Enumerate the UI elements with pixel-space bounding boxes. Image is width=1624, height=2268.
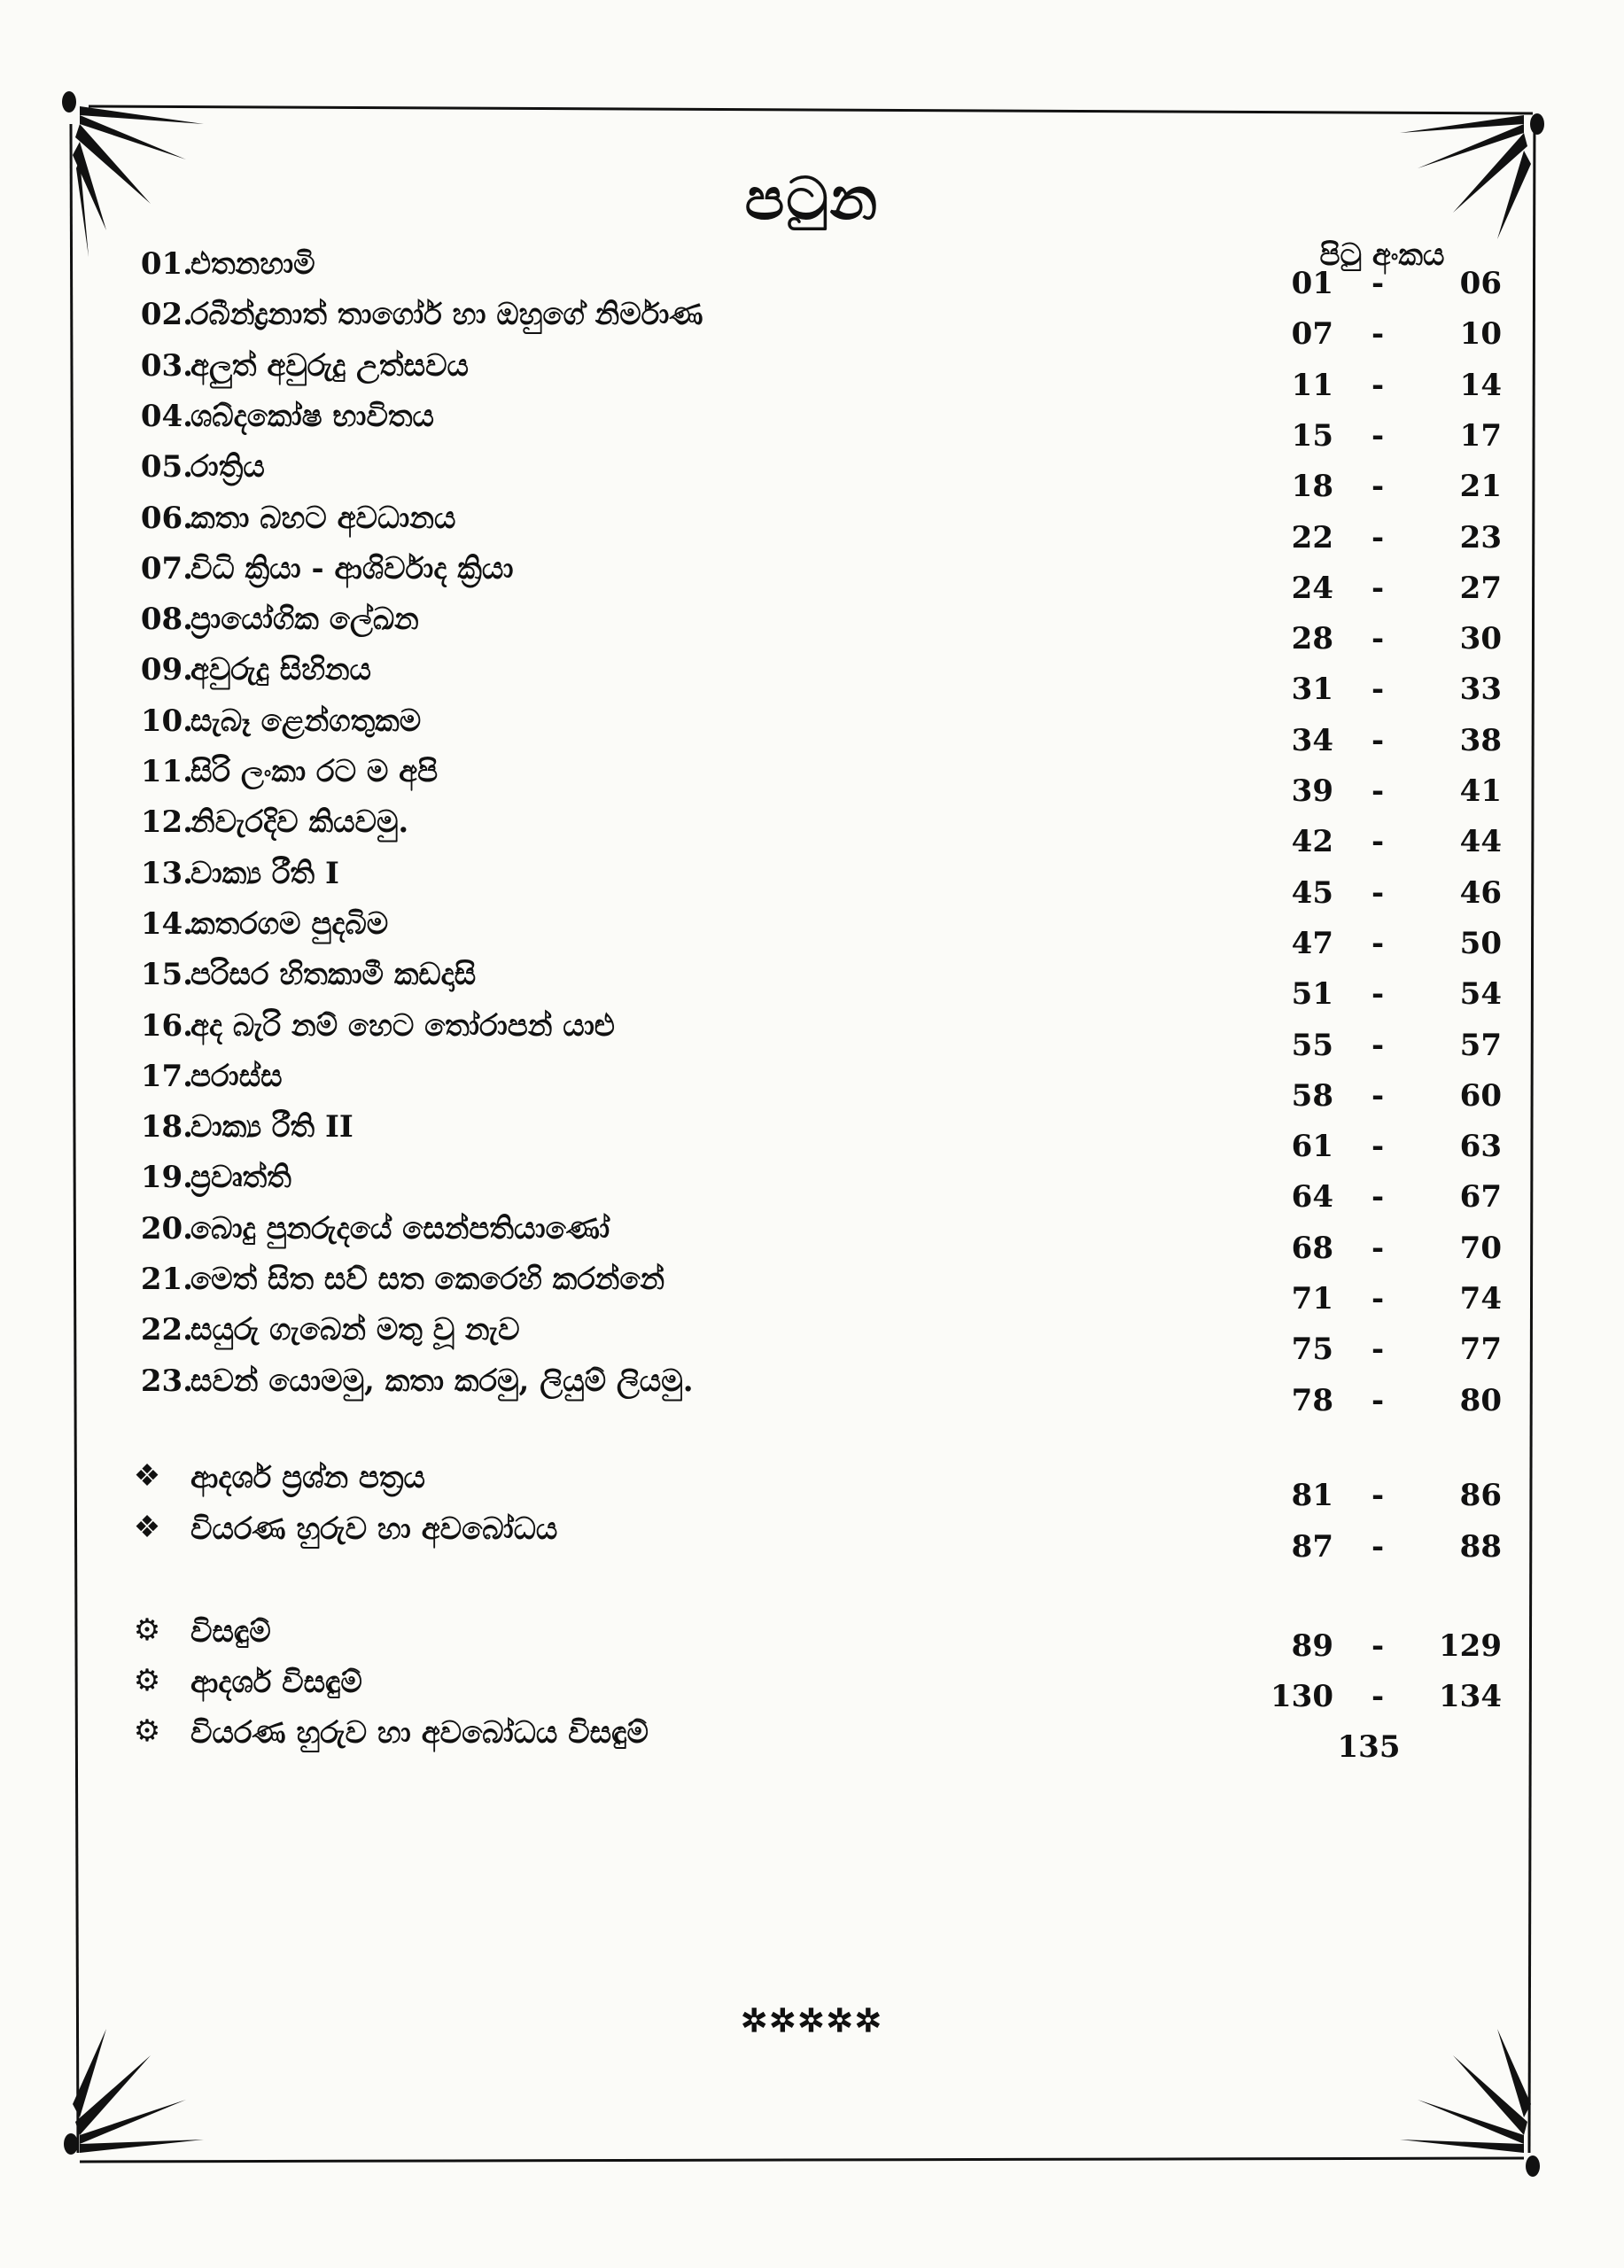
lesson-title: සැබෑ ළෙන්ගතුකම (190, 703, 422, 739)
lesson-title: පරිසර හිතකාමී කඩදාසි (190, 957, 477, 993)
lesson-title: ප්‍රවෘත්ති (190, 1160, 291, 1196)
lesson-number: 14. (140, 905, 193, 942)
lesson-title: එතනහාමි (190, 246, 315, 282)
page-separator: - (1371, 1332, 1385, 1368)
page-to: 23 (1459, 519, 1502, 555)
page-range (1236, 1383, 1511, 1427)
page-from: 01 (1291, 266, 1333, 301)
lesson-title: අලුත් අවුරුදු උත්සවය (190, 347, 469, 384)
page-to: 21 (1459, 469, 1502, 505)
page-to: 74 (1459, 1281, 1502, 1317)
page-separator: - (1371, 469, 1385, 505)
page-to: 129 (1439, 1628, 1502, 1664)
lesson-title: මෙත් සිත සව් සත කෙරෙහි කරන්නේ (190, 1262, 665, 1297)
page-separator: - (1371, 722, 1385, 758)
page-separator: - (1371, 824, 1385, 860)
page-to: 41 (1459, 773, 1502, 809)
page-to: 67 (1459, 1179, 1502, 1216)
page-separator: - (1371, 1179, 1385, 1216)
lesson-number: 20. (140, 1210, 193, 1247)
page-from: 130 (1270, 1679, 1333, 1714)
page-range (1236, 1729, 1511, 1774)
page-separator: - (1371, 1281, 1385, 1317)
page-to: 54 (1459, 976, 1502, 1013)
page-from: 81 (1291, 1478, 1333, 1513)
page-to: 14 (1459, 367, 1502, 403)
section-title: ආදර්ශ විසඳුම් (190, 1665, 362, 1700)
page-separator: - (1371, 367, 1385, 403)
page-separator: - (1371, 976, 1385, 1013)
page-separator: - (1371, 570, 1385, 606)
ornament-icon: ❖ (133, 1458, 161, 1494)
lesson-number: 18. (140, 1109, 193, 1146)
page-to: 06 (1459, 266, 1502, 301)
lesson-title: වාක්‍ය රීති I (190, 855, 339, 891)
page-to: 44 (1459, 824, 1502, 860)
page-to: 46 (1459, 874, 1502, 911)
lesson-title: නිවැරදිව කියවමු. (190, 804, 409, 841)
lesson-number: 01. (140, 246, 193, 282)
page-separator: - (1371, 1230, 1385, 1266)
page-separator: - (1371, 925, 1385, 961)
page-from: 18 (1291, 469, 1333, 505)
lesson-number: 17. (140, 1058, 193, 1094)
page-from: 31 (1291, 672, 1333, 708)
page-to: 10 (1459, 316, 1502, 353)
page-number: 135 (1337, 1729, 1401, 1765)
page-to: 50 (1459, 925, 1502, 961)
page-to: 134 (1439, 1679, 1502, 1714)
lesson-title: සයුරු ගැබෙන් මතු වූ නැව (190, 1312, 520, 1348)
lesson-title: කතා බහට අවධානය (190, 500, 456, 536)
page-from: 22 (1291, 519, 1333, 555)
page-separator: - (1371, 1129, 1385, 1165)
page-to: 30 (1459, 621, 1502, 657)
lesson-title: විධි ක්‍රියා - ආශිර්වාද ක්‍රියා (190, 550, 514, 586)
ornament-icon: ❖ (133, 1510, 161, 1545)
page-from: 58 (1291, 1077, 1333, 1114)
page-from: 34 (1291, 722, 1333, 758)
lesson-title: රබීන්ද්‍රනාත් තාගෝර් හා ඔහුගේ නිර්මාණ (190, 297, 703, 333)
page-from: 75 (1291, 1332, 1333, 1368)
page-from: 87 (1291, 1529, 1333, 1565)
page-from: 71 (1291, 1281, 1333, 1317)
page-separator: - (1371, 1478, 1385, 1513)
lesson-title: අද බැරි නම් හෙට තෝරාපන් යාළු (190, 1007, 615, 1044)
page-to: 27 (1459, 570, 1502, 606)
lesson-number: 04. (140, 398, 193, 434)
page-separator: - (1371, 773, 1385, 809)
page-to: 38 (1459, 722, 1502, 758)
lesson-number: 11. (140, 754, 193, 789)
lesson-number: 22. (140, 1312, 193, 1348)
lesson-title: රාත්‍රිය (190, 449, 265, 485)
lesson-title: බොදු පුනරුදයේ සෙන්පතියාණෝ (190, 1210, 610, 1247)
lesson-title: සිරි ලංකා රට ම අපි (190, 754, 439, 789)
page-from: 51 (1291, 976, 1333, 1013)
page-from: 28 (1291, 621, 1333, 657)
lesson-number: 13. (140, 855, 193, 891)
page-from: 47 (1291, 925, 1333, 961)
lesson-number: 03. (140, 347, 193, 384)
page-from: 07 (1291, 316, 1333, 353)
page-to: 60 (1459, 1077, 1502, 1114)
gear-icon: ⚙ (133, 1713, 161, 1749)
page-to: 70 (1459, 1230, 1502, 1266)
page-from: 78 (1291, 1382, 1333, 1418)
section-title: වියරණ හුරුව හා අවබෝධය විසඳුම් (190, 1715, 649, 1751)
page-separator: - (1371, 519, 1385, 555)
section-title: විසඳුම් (190, 1614, 271, 1650)
lesson-number: 06. (140, 500, 193, 536)
lesson-number: 10. (140, 703, 193, 739)
lesson-number: 09. (140, 652, 193, 688)
page-to: 57 (1459, 1027, 1502, 1063)
lesson-number: 07. (140, 550, 193, 586)
page-number-header: පිටු අංකය (1319, 237, 1445, 273)
section-title: වියරණ හුරුව හා අවබෝධය (190, 1511, 558, 1547)
page-to: 86 (1459, 1478, 1502, 1513)
lesson-title: ප්‍රායෝගික ලේඛන (190, 602, 419, 638)
page-separator: - (1371, 1679, 1385, 1714)
lesson-number: 16. (140, 1007, 193, 1044)
page-separator: - (1371, 1077, 1385, 1114)
page-from: 11 (1291, 367, 1333, 403)
page-from: 45 (1291, 874, 1333, 911)
page-separator: - (1371, 874, 1385, 911)
lesson-number: 12. (140, 804, 193, 841)
page-title: පටුන (744, 164, 880, 233)
page-separator: - (1371, 417, 1385, 454)
page-from: 61 (1291, 1129, 1333, 1165)
page-to: 77 (1459, 1332, 1502, 1368)
lesson-title: පරාස්ස (190, 1058, 283, 1094)
page-from: 68 (1291, 1230, 1333, 1266)
page-separator: - (1371, 266, 1385, 301)
page-separator: - (1371, 1529, 1385, 1565)
lesson-title: කතරගම පුදබිම (190, 905, 389, 942)
lesson-title: වාක්‍ය රීති II (190, 1109, 354, 1146)
page-to: 80 (1459, 1382, 1502, 1418)
page-from: 55 (1291, 1027, 1333, 1063)
page-from: 42 (1291, 824, 1333, 860)
lesson-number: 08. (140, 602, 193, 638)
page-separator: - (1371, 316, 1385, 353)
page-separator: - (1371, 621, 1385, 657)
lesson-title: ශබ්දකෝෂ භාවිතය (190, 398, 434, 434)
page-to: 88 (1459, 1529, 1502, 1565)
page-separator: - (1371, 1382, 1385, 1418)
page-from: 64 (1291, 1179, 1333, 1216)
page-from: 15 (1291, 417, 1333, 454)
gear-icon: ⚙ (133, 1612, 161, 1648)
lesson-title: සවන් යොමමු, කතා කරමු, ලියුම් ලියමු. (190, 1363, 694, 1399)
lesson-number: 19. (140, 1160, 193, 1196)
page-to: 63 (1459, 1129, 1502, 1165)
page-from: 24 (1291, 570, 1333, 606)
lesson-number: 15. (140, 957, 193, 993)
lesson-number: 02. (140, 297, 193, 333)
lesson-title: අවුරුදු සිහිනය (190, 652, 372, 688)
page-separator: - (1371, 1628, 1385, 1664)
page-from: 39 (1291, 773, 1333, 809)
page-to: 17 (1459, 417, 1502, 454)
page-from: 89 (1291, 1628, 1333, 1664)
gear-icon: ⚙ (133, 1663, 161, 1698)
lesson-number: 05. (140, 449, 193, 485)
section-title: ආදර්ශ ප්‍රශ්න පත්‍රය (190, 1460, 425, 1495)
page-separator: - (1371, 672, 1385, 708)
end-mark: ✲✲✲✲✲ (741, 2002, 883, 2039)
lesson-number: 23. (140, 1363, 193, 1399)
page-to: 33 (1459, 672, 1502, 708)
lesson-number: 21. (140, 1262, 193, 1297)
page-separator: - (1371, 1027, 1385, 1063)
page-range (1236, 1529, 1511, 1573)
